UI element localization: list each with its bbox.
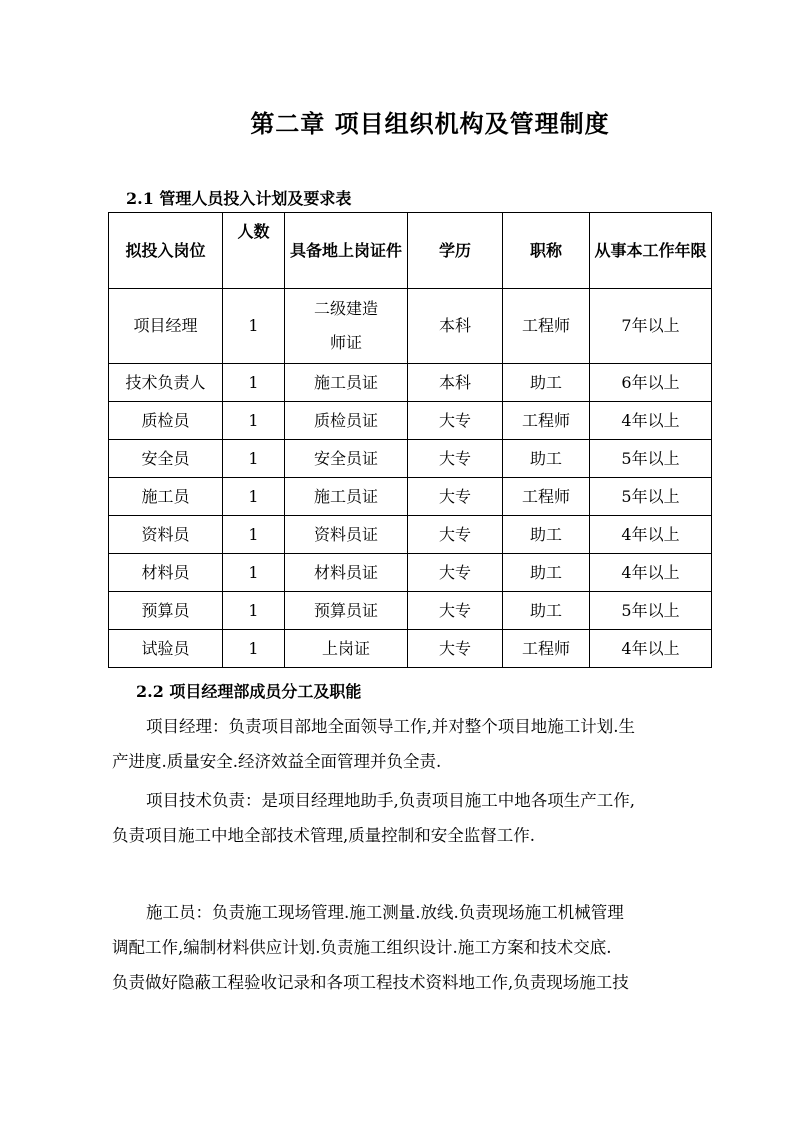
cell-years: 4年以上 (590, 516, 712, 554)
cell-education: 大专 (408, 440, 503, 478)
cell-title: 助工 (503, 364, 590, 402)
cell-certificate: 材料员证 (285, 554, 408, 592)
cell-title: 助工 (503, 516, 590, 554)
cell-position: 质检员 (109, 402, 223, 440)
cell-position: 施工员 (109, 478, 223, 516)
staff-plan-table (108, 212, 712, 668)
cell-years: 4年以上 (590, 630, 712, 668)
cell-headcount: 1 (223, 516, 285, 554)
cell-position: 技术负责人 (109, 364, 223, 402)
cell-education: 大专 (408, 402, 503, 440)
cell-position: 资料员 (109, 516, 223, 554)
cell-certificate: 上岗证 (285, 630, 408, 668)
table-row (109, 592, 712, 630)
cell-years: 5年以上 (590, 440, 712, 478)
cell-position: 预算员 (109, 592, 223, 630)
section-heading-2-2: 2.2 项目经理部成员分工及职能 (136, 682, 362, 701)
header-education: 学历 (408, 213, 503, 289)
paragraph-line: 调配工作,编制材料供应计划.负责施工组织设计.施工方案和技术交底. (112, 938, 612, 957)
cell-title: 助工 (503, 592, 590, 630)
table-header-row (109, 213, 712, 289)
cell-certificate: 二级建造师证 (285, 289, 408, 364)
paragraph-project-manager (112, 709, 722, 779)
table-row (109, 630, 712, 668)
cell-certificate: 安全员证 (285, 440, 408, 478)
table-row (109, 516, 712, 554)
cell-headcount: 1 (223, 440, 285, 478)
cell-education: 大专 (408, 554, 503, 592)
header-certificate: 具备地上岗证件 (285, 213, 408, 289)
cell-headcount: 1 (223, 364, 285, 402)
paragraph-construction-worker (112, 895, 722, 1000)
cell-title: 助工 (503, 554, 590, 592)
table-row (109, 440, 712, 478)
cell-years: 7年以上 (590, 289, 712, 364)
cell-education: 大专 (408, 630, 503, 668)
table-row (109, 364, 712, 402)
cell-position: 试验员 (109, 630, 223, 668)
cell-certificate: 质检员证 (285, 402, 408, 440)
paragraph-line: 负责项目施工中地全部技术管理,质量控制和安全监督工作. (112, 826, 535, 845)
table-row (109, 554, 712, 592)
cell-certificate: 施工员证 (285, 364, 408, 402)
cell-title: 工程师 (503, 630, 590, 668)
cell-title: 工程师 (503, 289, 590, 364)
cell-years: 6年以上 (590, 364, 712, 402)
cell-years: 4年以上 (590, 402, 712, 440)
cell-title: 工程师 (503, 402, 590, 440)
cell-education: 大专 (408, 592, 503, 630)
chapter-title: 第二章 项目组织机构及管理制度 (250, 109, 610, 138)
header-title: 职称 (503, 213, 590, 289)
cell-headcount: 1 (223, 289, 285, 364)
cell-headcount: 1 (223, 630, 285, 668)
cell-position: 材料员 (109, 554, 223, 592)
table-row (109, 402, 712, 440)
paragraph-line: 负责做好隐蔽工程验收记录和各项工程技术资料地工作,负责现场施工技 (112, 973, 629, 992)
table-row (109, 478, 712, 516)
cell-certificate: 资料员证 (285, 516, 408, 554)
cell-certificate: 预算员证 (285, 592, 408, 630)
cell-education: 本科 (408, 289, 503, 364)
cell-headcount: 1 (223, 554, 285, 592)
cell-certificate: 施工员证 (285, 478, 408, 516)
cell-position: 安全员 (109, 440, 223, 478)
cell-education: 大专 (408, 516, 503, 554)
paragraph-line: 项目经理：负责项目部地全面领导工作,并对整个项目地施工计划.生 (146, 717, 635, 736)
header-years: 从事本工作年限 (590, 213, 712, 289)
paragraph-technical-lead (112, 783, 722, 853)
cell-years: 4年以上 (590, 554, 712, 592)
cell-headcount: 1 (223, 402, 285, 440)
cell-title: 工程师 (503, 478, 590, 516)
header-headcount: 人数 (223, 213, 285, 289)
section-heading-2-1: 2.1 管理人员投入计划及要求表 (126, 189, 352, 208)
cell-education: 大专 (408, 478, 503, 516)
paragraph-line: 项目技术负责：是项目经理地助手,负责项目施工中地各项生产工作, (146, 791, 635, 810)
header-position: 拟投入岗位 (109, 213, 223, 289)
cell-title: 助工 (503, 440, 590, 478)
cell-headcount: 1 (223, 478, 285, 516)
cell-education: 本科 (408, 364, 503, 402)
cell-position: 项目经理 (109, 289, 223, 364)
cell-years: 5年以上 (590, 478, 712, 516)
table-row (109, 289, 712, 364)
paragraph-line: 施工员：负责施工现场管理.施工测量.放线.负责现场施工机械管理 (146, 903, 624, 922)
cell-headcount: 1 (223, 592, 285, 630)
paragraph-line: 产进度.质量安全.经济效益全面管理并负全责. (112, 752, 442, 771)
cell-years: 5年以上 (590, 592, 712, 630)
